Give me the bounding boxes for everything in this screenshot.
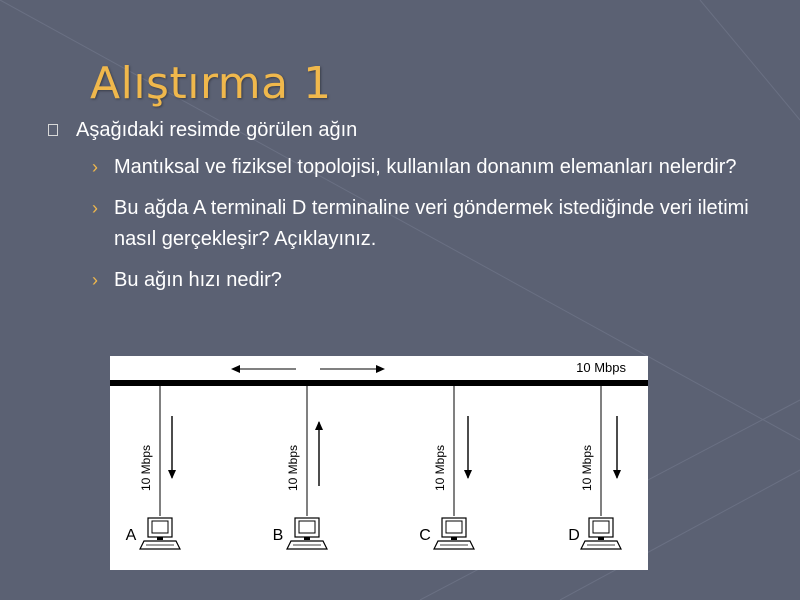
link-speed-label: 10 Mbps	[286, 444, 300, 492]
sub-bullet-text: Mantıksal ve fiziksel topolojisi, kullanılan donanım elemanları nelerdir?	[114, 156, 737, 178]
chevron-right-icon: ›	[92, 157, 98, 177]
network-diagram	[110, 356, 648, 570]
bus-line	[110, 380, 648, 386]
sub-bullet-item	[92, 193, 752, 255]
terminal-label: A	[125, 527, 137, 544]
link-speed-label: 10 Mbps	[139, 444, 153, 492]
bus-speed-label: 10 Mbps	[576, 360, 626, 375]
bus-topology-svg	[110, 356, 648, 570]
terminal-b	[273, 386, 327, 549]
computer-icon	[140, 518, 180, 549]
computer-icon	[581, 518, 621, 549]
computer-icon	[287, 518, 327, 549]
terminal-a	[126, 386, 180, 549]
sub-bullet-item	[92, 152, 752, 183]
chevron-right-icon: ›	[92, 270, 98, 290]
main-bullet	[48, 118, 357, 142]
terminal-c	[419, 386, 474, 549]
sub-bullet-item	[92, 265, 752, 296]
terminal-label: C	[419, 527, 431, 544]
terminal-label: B	[272, 527, 284, 544]
computer-icon	[434, 518, 474, 549]
bullet-marker-icon	[48, 124, 58, 136]
chevron-right-icon: ›	[92, 198, 98, 218]
link-speed-label: 10 Mbps	[433, 444, 447, 492]
sub-bullet-list	[92, 152, 752, 306]
slide-title: Alıştırma 1	[90, 58, 332, 109]
main-bullet-text: Aşağıdaki resimde görülen ağın	[76, 119, 358, 141]
terminal-label: D	[568, 527, 580, 544]
link-speed-label: 10 Mbps	[580, 444, 594, 492]
terminal-d	[568, 386, 621, 549]
sub-bullet-text: Bu ağda A terminali D terminaline veri göndermek istediğinde veri iletimi nasıl gerçekleşir? Açıklayınız.	[114, 197, 749, 250]
sub-bullet-text: Bu ağın hızı nedir?	[114, 269, 282, 291]
